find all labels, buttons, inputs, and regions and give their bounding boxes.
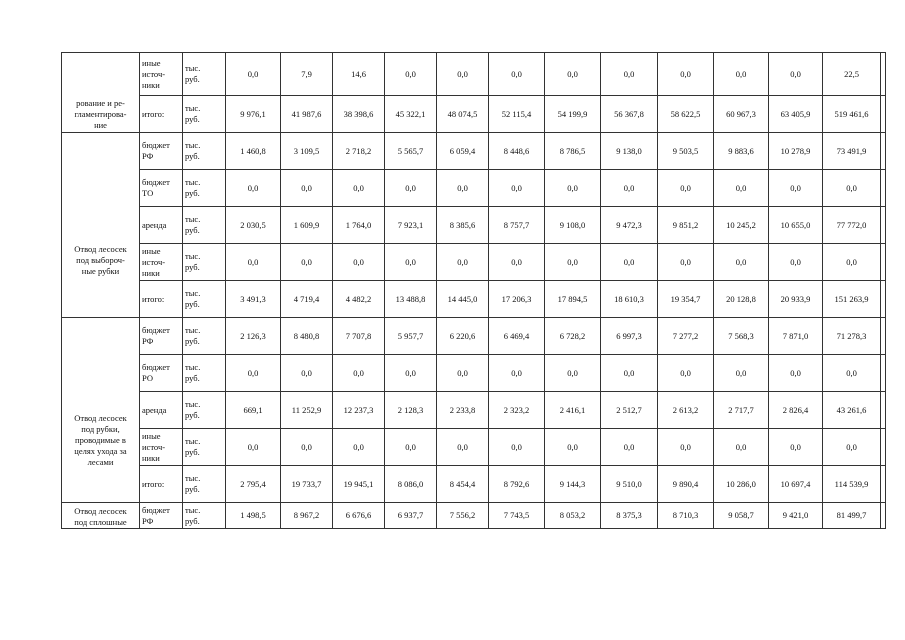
- value-cell: 114 539,9: [823, 466, 881, 503]
- value-cell: 81 499,7: [823, 503, 881, 529]
- edge-cell: [881, 96, 886, 133]
- value-cell: 0,0: [281, 244, 333, 281]
- value-cell: 9 421,0: [769, 503, 823, 529]
- value-cell: 8 053,2: [545, 503, 601, 529]
- value-cell: 0,0: [226, 429, 281, 466]
- source-cell: бюджет РФ: [140, 133, 183, 170]
- source-cell: итого:: [140, 466, 183, 503]
- value-cell: 5 565,7: [385, 133, 437, 170]
- value-cell: 8 480,8: [281, 318, 333, 355]
- value-cell: 0,0: [437, 244, 489, 281]
- value-cell: 9 851,2: [658, 207, 714, 244]
- value-cell: 9 503,5: [658, 133, 714, 170]
- value-cell: 0,0: [333, 244, 385, 281]
- value-cell: 9 058,7: [714, 503, 769, 529]
- table-row: [62, 318, 886, 355]
- source-cell: бюджет РФ: [140, 503, 183, 529]
- edge-cell: [881, 503, 886, 529]
- unit-cell: тыс. руб.: [183, 170, 226, 207]
- source-cell: аренда: [140, 392, 183, 429]
- value-cell: 0,0: [601, 170, 658, 207]
- unit-cell: тыс. руб.: [183, 503, 226, 529]
- value-cell: 0,0: [601, 53, 658, 96]
- value-cell: 1 498,5: [226, 503, 281, 529]
- value-cell: 17 206,3: [489, 281, 545, 318]
- value-cell: 7 707,8: [333, 318, 385, 355]
- source-cell: итого:: [140, 281, 183, 318]
- value-cell: 0,0: [489, 429, 545, 466]
- value-cell: 0,0: [714, 355, 769, 392]
- value-cell: 0,0: [714, 53, 769, 96]
- value-cell: 38 398,6: [333, 96, 385, 133]
- value-cell: 0,0: [545, 355, 601, 392]
- value-cell: 7 743,5: [489, 503, 545, 529]
- value-cell: 3 109,5: [281, 133, 333, 170]
- value-cell: 0,0: [226, 170, 281, 207]
- value-cell: 6 469,4: [489, 318, 545, 355]
- value-cell: 8 454,4: [437, 466, 489, 503]
- value-cell: 3 491,3: [226, 281, 281, 318]
- edge-cell: [881, 466, 886, 503]
- value-cell: 11 252,9: [281, 392, 333, 429]
- value-cell: 9 883,6: [714, 133, 769, 170]
- value-cell: 0,0: [823, 355, 881, 392]
- value-cell: 18 610,3: [601, 281, 658, 318]
- value-cell: 7 277,2: [658, 318, 714, 355]
- value-cell: 0,0: [489, 244, 545, 281]
- value-cell: 8 792,6: [489, 466, 545, 503]
- value-cell: 2 416,1: [545, 392, 601, 429]
- value-cell: 9 510,0: [601, 466, 658, 503]
- value-cell: 1 764,0: [333, 207, 385, 244]
- edge-cell: [881, 133, 886, 170]
- source-cell: иные источ- ники: [140, 53, 183, 96]
- source-cell: итого:: [140, 96, 183, 133]
- value-cell: 9 108,0: [545, 207, 601, 244]
- edge-cell: [881, 207, 886, 244]
- value-cell: 77 772,0: [823, 207, 881, 244]
- edge-cell: [881, 392, 886, 429]
- value-cell: 2 128,3: [385, 392, 437, 429]
- category-cell: [62, 133, 140, 318]
- value-cell: 2 233,8: [437, 392, 489, 429]
- unit-cell: тыс. руб.: [183, 429, 226, 466]
- value-cell: 7 923,1: [385, 207, 437, 244]
- value-cell: 0,0: [545, 429, 601, 466]
- value-cell: 0,0: [385, 53, 437, 96]
- value-cell: 9 472,3: [601, 207, 658, 244]
- value-cell: 10 286,0: [714, 466, 769, 503]
- value-cell: 73 491,9: [823, 133, 881, 170]
- value-cell: 4 719,4: [281, 281, 333, 318]
- value-cell: 0,0: [658, 244, 714, 281]
- value-cell: 2 030,5: [226, 207, 281, 244]
- value-cell: 19 354,7: [658, 281, 714, 318]
- value-cell: 5 957,7: [385, 318, 437, 355]
- value-cell: 19 733,7: [281, 466, 333, 503]
- source-cell: иные источ- ники: [140, 429, 183, 466]
- source-cell: бюджет РФ: [140, 318, 183, 355]
- edge-cell: [881, 318, 886, 355]
- edge-cell: [881, 281, 886, 318]
- value-cell: 0,0: [226, 244, 281, 281]
- table-row: [62, 503, 886, 529]
- value-cell: 0,0: [769, 355, 823, 392]
- value-cell: 10 245,2: [714, 207, 769, 244]
- value-cell: 0,0: [281, 429, 333, 466]
- value-cell: 9 144,3: [545, 466, 601, 503]
- value-cell: 12 237,3: [333, 392, 385, 429]
- table-row: [62, 244, 886, 281]
- value-cell: 2 613,2: [658, 392, 714, 429]
- value-cell: 8 385,6: [437, 207, 489, 244]
- value-cell: 2 323,2: [489, 392, 545, 429]
- value-cell: 8 448,6: [489, 133, 545, 170]
- value-cell: 0,0: [823, 429, 881, 466]
- value-cell: 7,9: [281, 53, 333, 96]
- value-cell: 45 322,1: [385, 96, 437, 133]
- value-cell: 10 655,0: [769, 207, 823, 244]
- value-cell: 6 937,7: [385, 503, 437, 529]
- value-cell: 0,0: [545, 170, 601, 207]
- value-cell: 0,0: [769, 170, 823, 207]
- unit-cell: тыс. руб.: [183, 133, 226, 170]
- unit-cell: тыс. руб.: [183, 318, 226, 355]
- value-cell: 13 488,8: [385, 281, 437, 318]
- value-cell: 0,0: [823, 244, 881, 281]
- unit-cell: тыс. руб.: [183, 207, 226, 244]
- value-cell: 43 261,6: [823, 392, 881, 429]
- value-cell: 58 622,5: [658, 96, 714, 133]
- value-cell: 1 460,8: [226, 133, 281, 170]
- category-cell: [62, 318, 140, 503]
- value-cell: 0,0: [385, 244, 437, 281]
- value-cell: 2 512,7: [601, 392, 658, 429]
- value-cell: 0,0: [769, 53, 823, 96]
- value-cell: 52 115,4: [489, 96, 545, 133]
- value-cell: 8 757,7: [489, 207, 545, 244]
- source-cell: иные источ- ники: [140, 244, 183, 281]
- unit-cell: тыс. руб.: [183, 466, 226, 503]
- value-cell: 9 890,4: [658, 466, 714, 503]
- category-label: Отвод лесосек под рубки, проводимые в целях ухода за лесами: [74, 412, 127, 467]
- edge-cell: [881, 53, 886, 96]
- value-cell: 0,0: [385, 355, 437, 392]
- value-cell: 17 894,5: [545, 281, 601, 318]
- edge-cell: [881, 170, 886, 207]
- value-cell: 0,0: [437, 53, 489, 96]
- table-body: [62, 53, 886, 529]
- value-cell: 2 718,2: [333, 133, 385, 170]
- table-row: [62, 53, 886, 96]
- table-row: [62, 207, 886, 244]
- value-cell: 0,0: [658, 429, 714, 466]
- value-cell: 4 482,2: [333, 281, 385, 318]
- value-cell: 0,0: [437, 429, 489, 466]
- value-cell: 0,0: [333, 170, 385, 207]
- table-row: [62, 466, 886, 503]
- value-cell: 0,0: [714, 170, 769, 207]
- value-cell: 0,0: [714, 429, 769, 466]
- unit-cell: тыс. руб.: [183, 53, 226, 96]
- table-row: [62, 96, 886, 133]
- value-cell: 2 826,4: [769, 392, 823, 429]
- value-cell: 0,0: [281, 170, 333, 207]
- value-cell: 8 967,2: [281, 503, 333, 529]
- source-cell: аренда: [140, 207, 183, 244]
- value-cell: 519 461,6: [823, 96, 881, 133]
- unit-cell: тыс. руб.: [183, 281, 226, 318]
- value-cell: 669,1: [226, 392, 281, 429]
- value-cell: 10 278,9: [769, 133, 823, 170]
- value-cell: 54 199,9: [545, 96, 601, 133]
- value-cell: 0,0: [385, 429, 437, 466]
- value-cell: 0,0: [489, 170, 545, 207]
- unit-cell: тыс. руб.: [183, 244, 226, 281]
- value-cell: 6 220,6: [437, 318, 489, 355]
- value-cell: 7 568,3: [714, 318, 769, 355]
- value-cell: 41 987,6: [281, 96, 333, 133]
- value-cell: 20 933,9: [769, 281, 823, 318]
- value-cell: 0,0: [714, 244, 769, 281]
- unit-cell: тыс. руб.: [183, 355, 226, 392]
- value-cell: 0,0: [226, 355, 281, 392]
- value-cell: 0,0: [385, 170, 437, 207]
- value-cell: 0,0: [226, 53, 281, 96]
- category-label: рование и ре- гламентирова- ние: [74, 98, 127, 130]
- value-cell: 19 945,1: [333, 466, 385, 503]
- edge-cell: [881, 355, 886, 392]
- value-cell: 0,0: [489, 53, 545, 96]
- source-cell: бюджет РО: [140, 355, 183, 392]
- value-cell: 0,0: [333, 429, 385, 466]
- value-cell: 2 795,4: [226, 466, 281, 503]
- value-cell: 0,0: [601, 355, 658, 392]
- value-cell: 151 263,9: [823, 281, 881, 318]
- value-cell: 0,0: [281, 355, 333, 392]
- value-cell: 0,0: [545, 53, 601, 96]
- value-cell: 9 976,1: [226, 96, 281, 133]
- value-cell: 48 074,5: [437, 96, 489, 133]
- budget-table: [61, 52, 886, 529]
- source-cell: бюджет ТО: [140, 170, 183, 207]
- value-cell: 0,0: [769, 244, 823, 281]
- value-cell: 6 676,6: [333, 503, 385, 529]
- value-cell: 8 710,3: [658, 503, 714, 529]
- category-cell: [62, 503, 140, 529]
- value-cell: 8 086,0: [385, 466, 437, 503]
- value-cell: 0,0: [545, 244, 601, 281]
- value-cell: 0,0: [658, 53, 714, 96]
- edge-cell: [881, 244, 886, 281]
- edge-cell: [881, 429, 886, 466]
- value-cell: 0,0: [769, 429, 823, 466]
- value-cell: 6 728,2: [545, 318, 601, 355]
- value-cell: 2 717,7: [714, 392, 769, 429]
- value-cell: 14 445,0: [437, 281, 489, 318]
- value-cell: 0,0: [489, 355, 545, 392]
- value-cell: 71 278,3: [823, 318, 881, 355]
- table-row: [62, 355, 886, 392]
- category-label: Отвод лесосек под выбороч- ные рубки: [74, 243, 127, 276]
- category-cell: [62, 53, 140, 133]
- value-cell: 0,0: [601, 429, 658, 466]
- category-label: Отвод лесосек под сплошные: [74, 506, 127, 527]
- value-cell: 0,0: [437, 355, 489, 392]
- value-cell: 8 375,3: [601, 503, 658, 529]
- value-cell: 0,0: [658, 170, 714, 207]
- value-cell: 0,0: [823, 170, 881, 207]
- table-row: [62, 429, 886, 466]
- value-cell: 2 126,3: [226, 318, 281, 355]
- value-cell: 0,0: [658, 355, 714, 392]
- value-cell: 8 786,5: [545, 133, 601, 170]
- value-cell: 10 697,4: [769, 466, 823, 503]
- value-cell: 63 405,9: [769, 96, 823, 133]
- table-row: [62, 133, 886, 170]
- value-cell: 0,0: [333, 355, 385, 392]
- value-cell: 7 871,0: [769, 318, 823, 355]
- value-cell: 56 367,8: [601, 96, 658, 133]
- value-cell: 22,5: [823, 53, 881, 96]
- unit-cell: тыс. руб.: [183, 96, 226, 133]
- value-cell: 6 059,4: [437, 133, 489, 170]
- table-row: [62, 281, 886, 318]
- value-cell: 14,6: [333, 53, 385, 96]
- value-cell: 6 997,3: [601, 318, 658, 355]
- table-row: [62, 170, 886, 207]
- value-cell: 20 128,8: [714, 281, 769, 318]
- value-cell: 0,0: [437, 170, 489, 207]
- value-cell: 9 138,0: [601, 133, 658, 170]
- table-row: [62, 392, 886, 429]
- unit-cell: тыс. руб.: [183, 392, 226, 429]
- value-cell: 60 967,3: [714, 96, 769, 133]
- value-cell: 1 609,9: [281, 207, 333, 244]
- value-cell: 7 556,2: [437, 503, 489, 529]
- value-cell: 0,0: [601, 244, 658, 281]
